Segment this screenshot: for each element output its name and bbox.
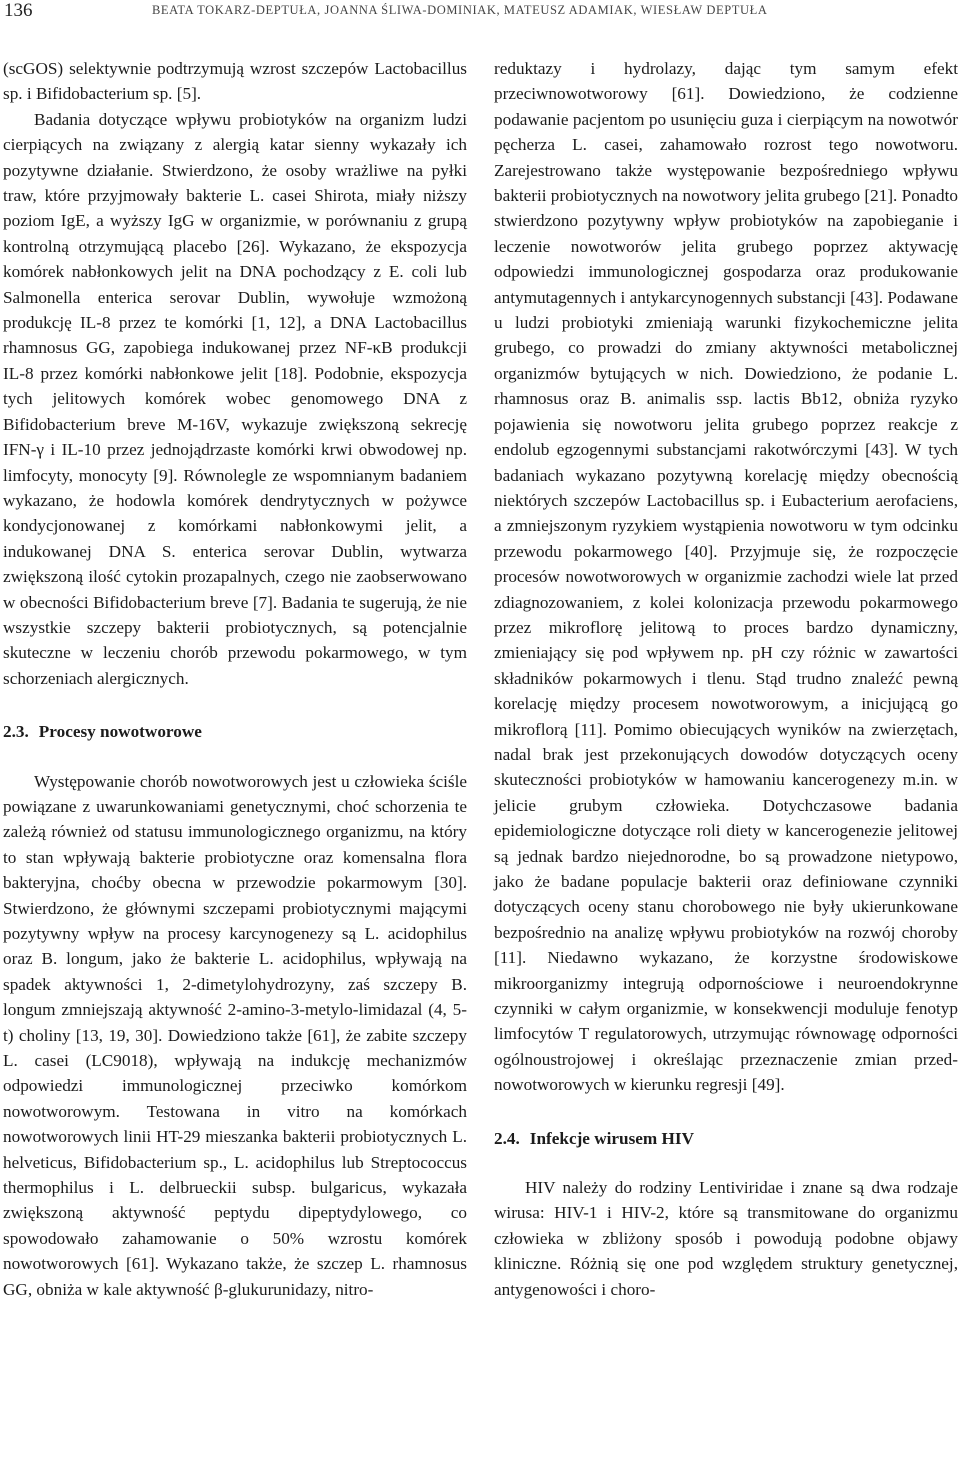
running-head: BEATA TOKARZ-DEPTUŁA, JOANNA ŚLIWA-DOMINIAK, MATEUSZ ADAMIAK, WIESŁAW DEPTUŁA [152,3,768,17]
paragraph: (scGOS) selektywnie podtrzymują wzrost szczepów Lactobacillus sp. i Bifidobacterium sp. [5]. [3,59,467,104]
page-header [0,0,960,34]
section-number: 2.3. [3,722,29,742]
section-number: 2.4. [494,1128,520,1148]
paragraph: Badania dotyczące wpływu probiotyków na organizm ludzi cierpiących na związany z alergią katar sienny wykazały ich pozytywne działanie. Stwierdzono, że osoby wrażliwe na pyłki traw, które przyjmowały bakterie L. casei Shirota, miały niższy poziom IgE, a wyższy IgG w organizmie, w porównaniu z grupą kontrolną otrzymującą placebo [26]. Wykazano, że ekspozycja komórek nabłonkowych jelit na DNA pochodzący z E. coli lub Salmonella enterica serovar Dublin, wywołuje wzmożoną produkcję IL-8 przez te komórki [1, 12], a DNA Lactobacillus rhamnosus GG, zapobiega indukowanej przez NF-κB produkcji IL-8 przez komórki nabłonkowe jelit [18]. Podobnie, ekspozycja tych jelitowych komórek wobec genomowego DNA z Bifidobacterium breve M-16V, wykazuje zwiększoną sekrecję IFN-γ i IL-10 przez jednojądrzaste komórki krwi obwodowej np. limfocyty, monocyty [9]. Równolegle ze wspomnianym badaniem wykazano, że hodowla komórek dendrytycznych w pożywce kondycjonowanej z komórkami nabłonkowymi jelit, a indukowanej DNA S. enterica serovar Dublin, wytwarza zwiększoną ilość cytokin prozapalnych, czego nie zaobserwowano w obecności Bifidobacterium breve [7]. Badania te sugerują, że nie wszystkie szczepy bakterii probiotycznych, są potencjalnie skuteczne w leczeniu chorób przewodu pokarmowego, w tym schorzeniach alergicznych. [3,109,467,688]
paragraph: Występowanie chorób nowotworowych jest u człowieka ściśle powiązane z uwarunkowaniami genetycznymi, choć schorzenia te zależą również od statusu immunologicznego organizmu, na który to stan wpływają bakterie probiotyczne oraz komensalna flora bakteryjna, choćby obecna w przewodzie pokarmowym [30]. Stwierdzono, że głównymi szczepami probiotycznymi mającymi pozytywny wpływ na procesy karcynogenezy są L. acidophilus oraz B. longum, jako że bakterie L. acidophilus, wpływają na spadek aktywności 1, 2-dimetylohydrozyny, zaś szczepy B. longum zmniejszają aktywność 2-amino-3-metylo-limidazal (4, 5-t) choliny [13, 19, 30]. Dowiedziono także [61], że zabite szczepy L. casei (LC9018), wpływają na indukcję mechanizmów odpowiedzi immunologicznej przeciwko komórkom nowotworowym. Testowana in vitro na komórkach nowotworowych linii HT-29 mieszanka bakterii probiotycznych L. helveticus, Bifidobacterium sp., L. acidophilus lub Streptococcus thermophilus i L. delbrueckii subsp. bulgaricus, wykazała zwiększoną aktywność peptydu dipeptydylowego, co spowodowało zahamowanie o 50% wzrostu komórek nowotworowych [61]. Wykazano także, że szczep L. rhamnosus GG, obniża w kale aktywność β-glukurunidazy, nitro- [3,771,467,1299]
paragraph: reduktazy i hydrolazy, dając tym samym efekt przeciwnowotworowy [61]. Dowiedziono, że codzienne podawanie pacjentom po usunięciu guza i cierpiącym na nowotwór pęcherza L. casei, zahamowało rozrost tego nowotworu. Zarejestrowano także występowanie bezpośredniego wpływu bakterii probiotycznych na nowotwory jelita grubego [21]. Ponadto stwierdzono pozytywny wpływ probiotyków na zapobieganie i leczenie nowotworów jelita grubego poprzez aktywację odpowiedzi immunologicznej gospodarza oraz produkowanie antymutagennych i antykarcynogennych substancji [43]. Podawane u ludzi probiotyki zmieniają warunki fizykochemiczne jelita grubego, co prowadzi do zmiany aktywności metabolicznej organizmów bytujących w nich. Dowiedziono, że podanie L. rhamnosus oraz B. animalis ssp. lactis Bb12, obniża ryzyko pojawienia się nowotworu jelita grubego poprzez reakcje z endolub egzogennymi substancjami rakotwórczymi [43]. W tych badaniach wykazano pozytywną korelację między obecnością niektórych szczepów Lactobacillus sp. i Eubacterium aerofaciens, a zmniejszonym ryzykiem wystąpienia nowotworu w tym odcinku przewodu pokarmowego [40]. Przyjmuje się, że rozpoczęcie procesów nowotworowych w organizmie zachodzi wiele lat przed zdiagnozowaniem, z kolei kolonizacja przewodu pokarmowego przez mikroflorę jelitową to proces bardzo dynamiczny, zmieniający się pod wpływem np. pH czy różnic w zawartości składników pokarmowych i tlenu. Stąd trudno znaleźć pewną korelację między procesem nowotworowym, a inicjującą go mikroflorą [11]. Pomimo obiecujących wyników na zwierzętach, nadal brak jest przekonujących dowodów dotyczących oceny skuteczności probiotyków w hamowaniu kancerogenezy m.in. w jelicie grubym człowieka. Dotychczasowe badania epidemiologiczne dotyczące roli diety w kancerogenezie jelitowej są jednak bardzo niejednorodne, bo są prowadzone nietypowo, jako że badane populacje bakterii oraz definiowane czynniki dotyczących oceny stanu chorobowego nie były ukierunkowane bezpośrednio na analizę wpływu probiotyków na rozwój choroby [11]. Niedawno wykazano, że korzystne środowiskowe mikroorganizmy integrują odpornościowe i neuroendokrynne czynniki w całym organizmie, w konsekwencji moduluje fenotyp limfocytów T regulatorowych, utrzymując równowagę odporności ogólnoustrojowej i określając przeznaczenie zmian przed-nowotworowych w kierunku regresji [49]. [494,59,958,1095]
spacer [3,745,467,769]
paragraph: HIV należy do rodziny Lentiviridae i znane są dwa rodzaje wirusa: HIV-1 i HIV-2, które są transmitowane do organizmu człowieka w zbliżony sposób i powodują podobne objawy kliniczne. Różnią się one pod względem struktury genetycznej, antygenowości i choro- [494,1178,958,1299]
right-column [494,56,958,1302]
section-heading [494,1126,958,1151]
page-number: 136 [4,0,33,21]
spacer [494,1151,958,1175]
spacer [3,691,467,719]
left-column [3,56,467,1302]
section-heading [3,719,467,744]
spacer [494,1098,958,1126]
section-title: Procesy nowotworowe [38,722,202,742]
section-title: Infekcje wirusem HIV [529,1128,694,1148]
